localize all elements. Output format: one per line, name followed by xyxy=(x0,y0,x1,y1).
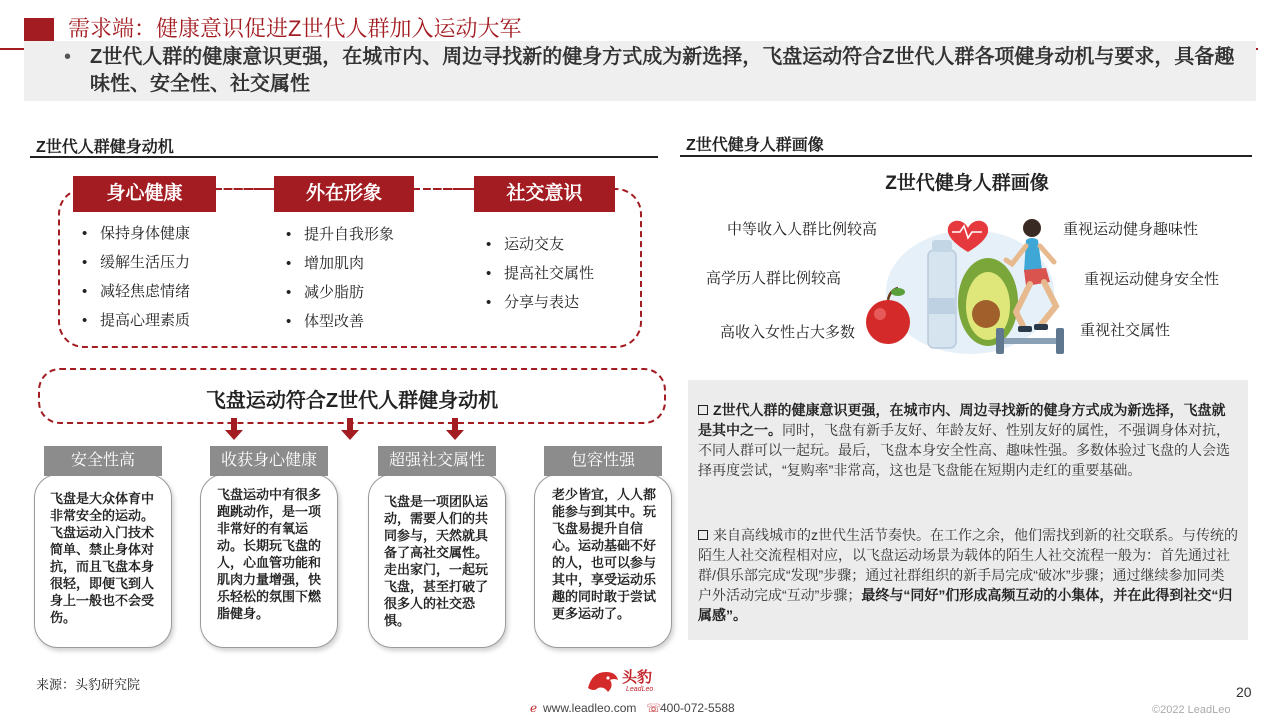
description-1-body: 同时，飞盘有新手友好、年龄友好、性别友好的属性，不强调身体对抗，不同人群可以一起玩。最后，飞盘本身安全性高、趣味性强。多数体验过飞盘的人会选择再度尝试，“复购率”非常高，这也是飞盘能在短期内走红的重要基础。 xyxy=(698,422,1230,478)
motive-item: • 增加肌肉 xyxy=(284,249,394,278)
motive-label-health: 身心健康 xyxy=(73,176,216,212)
feature-text-safety: 飞盘是大众体育中非常安全的运动。飞盘运动入门技术简单、禁止身体对抗，而且飞盘本身很轻，即便飞到人身上一般也不会受伤。 xyxy=(50,491,155,625)
motive-item: • 分享与表达 xyxy=(484,288,594,317)
feature-label-health: 收获身心健康 xyxy=(210,446,328,476)
description-2-body: 来自高线城市的z世代生活节奏快。在工作之余，他们需找到新的社交联系。与传统的陌生人社交流程相对应，以飞盘运动场景为载体的陌生人社交流程一般为：首先通过社群/俱乐部完成“发现”步骤；通过社群组织的新手局完成“破冰”步骤；通过继续参加同类户外活动完成“互动”步骤； xyxy=(698,527,1238,603)
checkbox-bullet-icon xyxy=(698,405,708,415)
summary-bullet: • xyxy=(64,46,72,68)
checkbox-bullet-icon xyxy=(698,530,708,540)
feature-text-social: 飞盘是一项团队运动，需要人们的共同参与，天然就具备了高社交属性。走出家门，一起玩飞盘，甚至打破了很多人的社交恐惧。 xyxy=(384,494,489,628)
persona-section-title: Z世代健身人群画像 xyxy=(686,137,824,154)
motive-item: • 减轻焦虑情绪 xyxy=(80,277,190,306)
persona-label: 高学历人群比例较高 xyxy=(706,270,842,287)
down-arrow-icon xyxy=(341,418,359,440)
feature-text-inclusive: 老少皆宜，人人都能参与到其中。玩飞盘易提升自信心。运动基础不好的人，也可以参与其中，享受运动乐趣的同时敢于尝试更多运动了。 xyxy=(552,487,657,621)
motive-list-image xyxy=(284,220,394,336)
website-link[interactable]: www.leadleo.com xyxy=(543,701,637,715)
motive-list-social xyxy=(484,230,594,317)
motive-label-social: 社交意识 xyxy=(474,176,615,212)
persona-label: 重视运动健身趣味性 xyxy=(1063,221,1199,238)
feature-label-social: 超强社交属性 xyxy=(378,446,496,476)
feature-label-safety: 安全性高 xyxy=(44,446,162,476)
motives-section-title: Z世代人群健身动机 xyxy=(36,139,174,156)
motive-list-health xyxy=(80,219,190,335)
motives-section-rule xyxy=(30,156,658,158)
web-icon: ℯ xyxy=(530,701,538,715)
source-note: 来源：头豹研究院 xyxy=(36,677,141,692)
page-title: 需求端：健康意识促进Z世代人群加入运动大军 xyxy=(68,16,522,41)
down-arrow-icon xyxy=(225,418,243,440)
motive-connector xyxy=(414,188,474,190)
motive-item: • 提高心理素质 xyxy=(80,306,190,335)
fit-text: 飞盘运动符合Z世代人群健身动机 xyxy=(205,390,499,412)
description-paragraph-1 xyxy=(698,400,1238,480)
persona-label: 中等收入人群比例较高 xyxy=(727,221,878,238)
phone-icon: ☏ xyxy=(646,701,662,715)
motive-item: • 运动交友 xyxy=(484,230,594,259)
feature-text-health: 飞盘运动中有很多跑跳动作，是一项非常好的有氧运动。长期玩飞盘的人，心血管功能和肌肉力量增强，快乐轻松的氛围下燃脂健身。 xyxy=(217,487,322,621)
motive-connector xyxy=(216,188,274,190)
copyright: ©2022 LeadLeo xyxy=(1152,704,1231,716)
down-arrow-icon xyxy=(446,418,464,440)
brand-name-en: LeadLeo xyxy=(626,686,654,693)
persona-title: Z世代健身人群画像 xyxy=(885,173,1049,194)
motive-item: • 提高社交属性 xyxy=(484,259,594,288)
motive-item: • 提升自我形象 xyxy=(284,220,394,249)
persona-label: 重视运动健身安全性 xyxy=(1084,271,1220,288)
phone-number: 400-072-5588 xyxy=(660,701,735,715)
motive-item: • 缓解生活压力 xyxy=(80,248,190,277)
motive-label-image: 外在形象 xyxy=(274,176,414,212)
persona-label: 高收入女性占大多数 xyxy=(720,324,856,341)
feature-label-inclusive: 包容性强 xyxy=(544,446,662,476)
description-paragraph-2 xyxy=(698,525,1238,625)
avocado-icon xyxy=(958,258,1018,346)
motive-item: • 保持身体健康 xyxy=(80,219,190,248)
summary-text: Z世代人群的健康意识更强，在城市内、周边寻找新的健身方式成为新选择，飞盘运动符合Z世代人群各项健身动机与要求，具备趣味性、安全性、社交属性 xyxy=(90,46,1235,95)
persona-section-rule xyxy=(680,155,1252,157)
fitness-illustration xyxy=(860,210,1080,360)
description-2-highlight: 最终与“同好”们形成高频互动的小集体，并在此得到社交“归属感”。 xyxy=(698,587,1233,623)
motive-item: • 减少脂肪 xyxy=(284,278,394,307)
page-number: 20 xyxy=(1236,684,1252,700)
water-bottle-icon xyxy=(928,240,956,348)
description-1-highlight: Z世代人群的健康意识更强，在城市内、周边寻找新的健身方式成为新选择，飞盘就是其中之一。 xyxy=(698,402,1226,438)
motive-item: • 体型改善 xyxy=(284,307,394,336)
leopard-logo-icon xyxy=(586,668,620,696)
persona-label: 重视社交属性 xyxy=(1080,322,1171,339)
brand-name-cn: 头豹 xyxy=(622,669,653,686)
